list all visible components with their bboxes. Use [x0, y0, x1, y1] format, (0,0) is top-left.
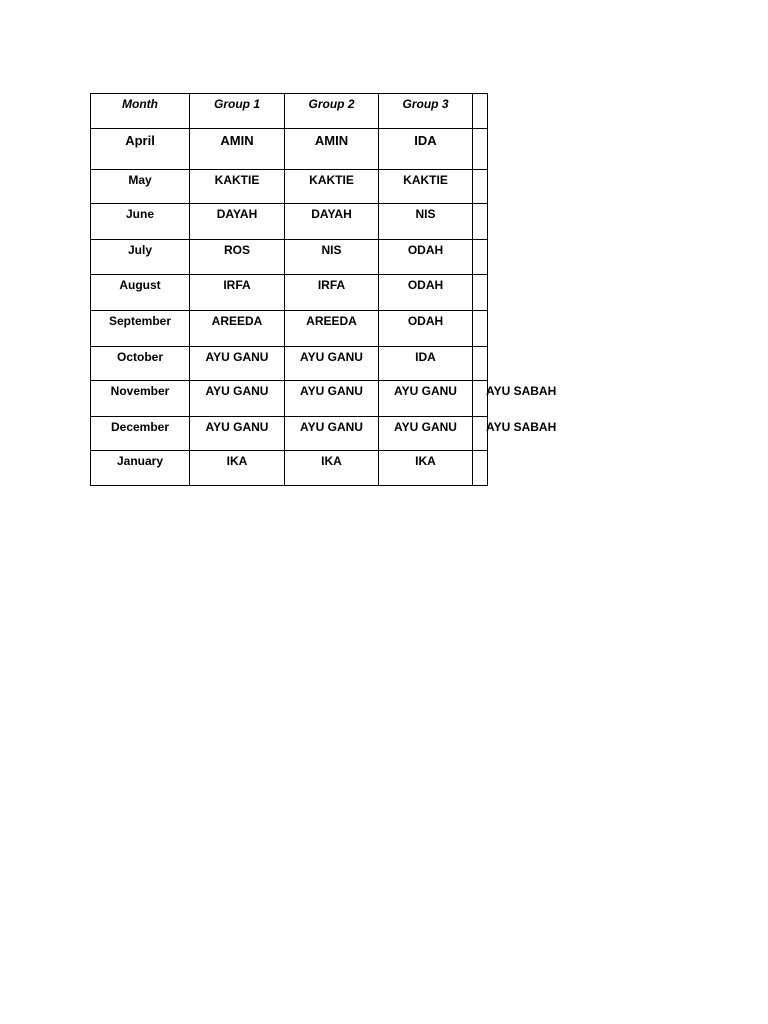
- header-group-1: Group 1: [190, 94, 285, 129]
- month-cell: October: [91, 347, 190, 381]
- table-row: [91, 129, 488, 170]
- extra-cell: [473, 417, 557, 451]
- table-row: [91, 170, 488, 204]
- header-extra: [473, 94, 488, 129]
- group-3-cell: KAKTIE: [379, 170, 473, 204]
- group-3-cell: ODAH: [379, 311, 473, 347]
- extra-cell: [473, 129, 488, 170]
- extra-cell: [473, 311, 488, 347]
- group-3-cell: AYU GANU: [379, 417, 473, 451]
- group-1-cell: AREEDA: [190, 311, 285, 347]
- header-group-2: Group 2: [285, 94, 379, 129]
- group-2-cell: IKA: [285, 451, 379, 486]
- group-3-cell: ODAH: [379, 275, 473, 311]
- group-3-cell: AYU GANU: [379, 381, 473, 417]
- group-1-cell: ROS: [190, 240, 285, 275]
- month-cell: November: [91, 381, 190, 417]
- table-row: [91, 381, 488, 417]
- extra-cell: [473, 204, 488, 240]
- header-group-3: Group 3: [379, 94, 473, 129]
- group-3-cell: IKA: [379, 451, 473, 486]
- header-month: Month: [91, 94, 190, 129]
- extra-cell: [473, 275, 488, 311]
- group-3-cell: ODAH: [379, 240, 473, 275]
- group-2-cell: AYU GANU: [285, 417, 379, 451]
- table-row: [91, 240, 488, 275]
- group-2-cell: KAKTIE: [285, 170, 379, 204]
- month-cell: July: [91, 240, 190, 275]
- month-cell: August: [91, 275, 190, 311]
- schedule-body: [91, 129, 557, 486]
- group-1-cell: AMIN: [190, 129, 285, 170]
- table-row: [91, 347, 488, 381]
- table-row: [91, 417, 488, 451]
- group-2-cell: AYU GANU: [285, 347, 379, 381]
- month-cell: June: [91, 204, 190, 240]
- extra-cell: [473, 381, 557, 417]
- group-2-cell: DAYAH: [285, 204, 379, 240]
- group-2-cell: NIS: [285, 240, 379, 275]
- group-2-cell: AMIN: [285, 129, 379, 170]
- group-3-cell: IDA: [379, 129, 473, 170]
- group-2-cell: AREEDA: [285, 311, 379, 347]
- group-1-cell: AYU GANU: [190, 417, 285, 451]
- table-row: [91, 275, 488, 311]
- extra-cell-text: AYU SABAH: [486, 420, 557, 434]
- group-1-cell: KAKTIE: [190, 170, 285, 204]
- group-3-cell: NIS: [379, 204, 473, 240]
- schedule-table: [90, 93, 557, 486]
- extra-cell: [473, 451, 488, 486]
- group-1-cell: AYU GANU: [190, 381, 285, 417]
- table-row: [91, 451, 488, 486]
- group-2-cell: IRFA: [285, 275, 379, 311]
- month-cell: April: [91, 129, 190, 170]
- group-2-cell: AYU GANU: [285, 381, 379, 417]
- month-cell: December: [91, 417, 190, 451]
- month-cell: May: [91, 170, 190, 204]
- group-1-cell: DAYAH: [190, 204, 285, 240]
- extra-cell: [473, 240, 488, 275]
- group-1-cell: AYU GANU: [190, 347, 285, 381]
- extra-cell: [473, 170, 488, 204]
- month-cell: September: [91, 311, 190, 347]
- table-row: [91, 311, 488, 347]
- extra-cell-text: AYU SABAH: [486, 384, 557, 398]
- group-1-cell: IKA: [190, 451, 285, 486]
- month-cell: January: [91, 451, 190, 486]
- table-row: [91, 204, 488, 240]
- extra-cell: [473, 347, 488, 381]
- header-row: [91, 94, 488, 129]
- group-1-cell: IRFA: [190, 275, 285, 311]
- group-3-cell: IDA: [379, 347, 473, 381]
